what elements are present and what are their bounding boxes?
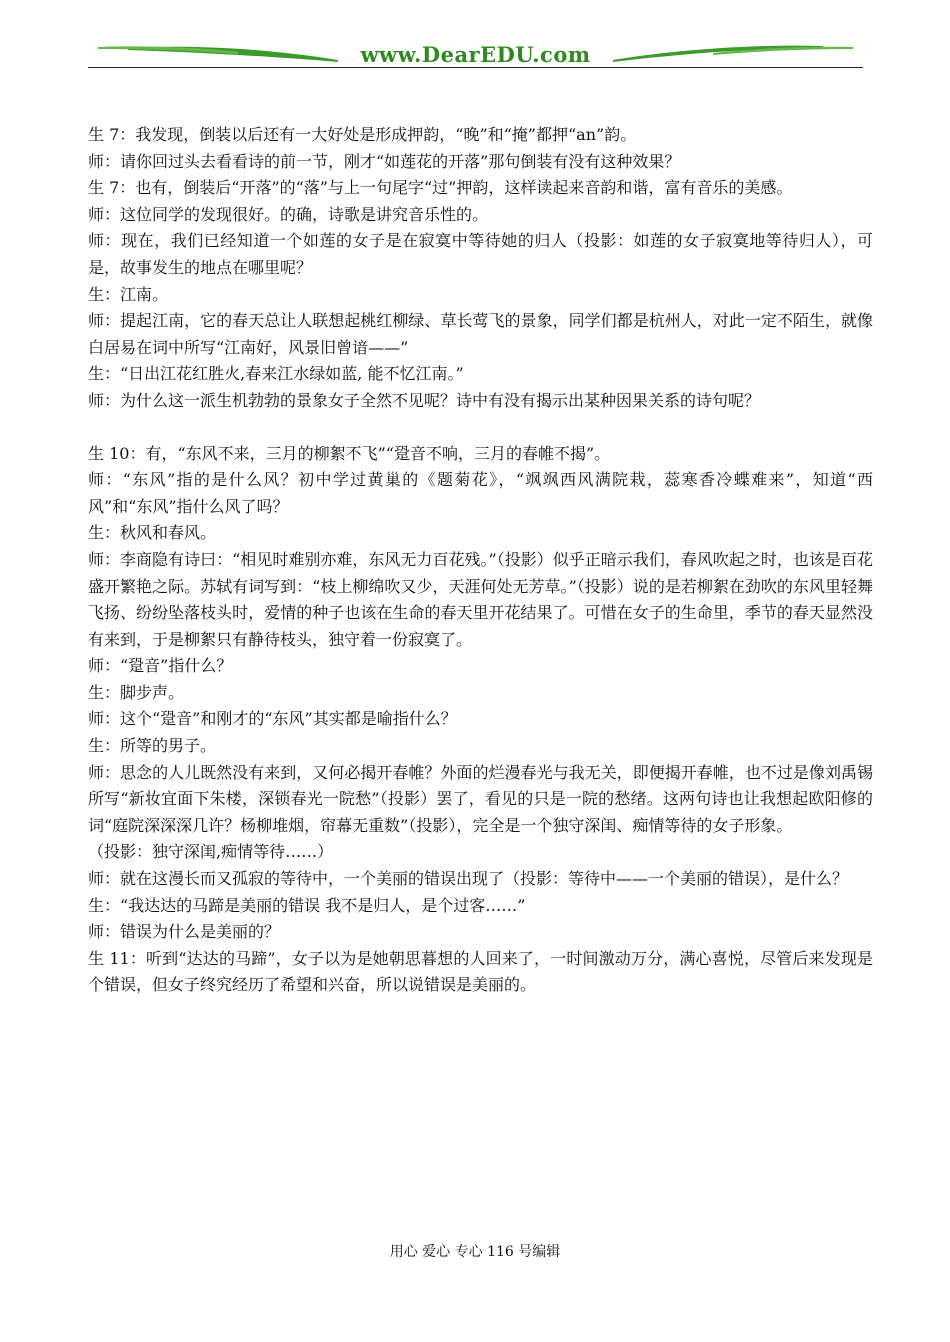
paragraph: 师：“东风”指的是什么风？初中学过黄巢的《题菊花》，“飒飒西风满院栽，蕊寒香冷蝶难来”，知道“西风”和“东风”指什么风了吗？ [88, 470, 873, 516]
header-rule [88, 67, 863, 68]
paragraph: 师：现在，我们已经知道一个如莲的女子是在寂寞中等待她的归人（投影：如莲的女子寂寞地等待归人），可是，故事发生的地点在哪里呢？ [88, 231, 873, 277]
site-logo-text: www.DearEDU.com [360, 42, 591, 67]
paragraph: 师：这位同学的发现很好。的确，诗歌是讲究音乐性的。 [88, 204, 489, 224]
paragraph: 师：思念的人儿既然没有来到，又何必揭开春帷？外面的烂漫春光与我无关，即便揭开春帷，也不过是像刘禹锡所写“新妆宜面下朱楼，深锁春光一院愁”（投影）罢了，看见的只是一院的愁绪。这两句诗也让我想起欧阳修的词“庭院深深深几许？杨柳堆烟，帘幕无重数”（投影），完全是一个独守深闺、痴情等待的女子形象。 [88, 762, 873, 835]
paragraph: 生 7：也有，倒装后“开落”的“落”与上一句尾字“过”押韵，这样读起来音韵和谐，富有音乐的美感。 [88, 178, 793, 198]
paragraph: 师：请你回过头去看看诗的前一节，刚才“如莲花的开落”那句倒装有没有这种效果？ [88, 151, 681, 171]
paragraph: 生：秋风和春风。 [88, 523, 217, 543]
paragraph: 师：错误为什么是美丽的？ [88, 922, 281, 942]
blank-line [88, 415, 873, 441]
paragraph: 师：为什么这一派生机勃勃的景象女子全然不见呢？诗中有没有揭示出某种因果关系的诗句呢？ [88, 390, 761, 410]
paragraph: 师：就在这漫长而又孤寂的等待中，一个美丽的错误出现了（投影：等待中——一个美丽的错误），是什么？ [88, 869, 849, 889]
paragraph: 师：这个“跫音”和刚才的“东风”其实都是喻指什么？ [88, 709, 457, 729]
document-body [88, 122, 873, 999]
paragraph: 生 10：有，“东风不来，三月的柳絮不飞”“跫音不响，三月的春帷不揭”。 [88, 443, 611, 463]
paragraph: （投影：独守深闺,痴情等待……） [88, 842, 334, 862]
paragraph: 生 11：听到“达达的马蹄”，女子以为是她朝思暮想的人回来了，一时间激动万分，满心喜悦，尽管后来发现是个错误，但女子终究经历了希望和兴奋，所以说错误是美丽的。 [88, 948, 873, 995]
paragraph: 师：李商隐有诗曰：“相见时难别亦难，东风无力百花残。”（投影）似乎正暗示我们，春风吹起之时，也该是百花盛开繁艳之际。苏轼有词写到：“枝上柳绵吹又少，天涯何处无芳草。”（投影）说的是若柳絮在劲吹的东风里轻舞飞扬、纷纷坠落枝头时，爱情的种子也该在生命的春天里开花结果了。可惜在女子的生命里，季节的春天显然没有来到，于是柳絮只有静待枝头，独守着一份寂寞了。 [88, 549, 873, 649]
paragraph: 生：所等的男子。 [88, 736, 217, 756]
paragraph: 生：“日出江花红胜火,春来江水绿如蓝, 能不忆江南。” [88, 364, 464, 384]
paragraph: 生：“我达达的马蹄是美丽的错误 我不是归人，是个过客……” [88, 895, 526, 915]
paragraph: 生：脚步声。 [88, 682, 185, 702]
page-footer: 用心 爱心 专心 116 号编辑 [389, 1244, 561, 1260]
page-header [88, 38, 863, 70]
paragraph: 师：“跫音”指什么？ [88, 656, 233, 676]
paragraph: 生 7：我发现，倒装以后还有一大好处是形成押韵，“晚”和“掩”都押“an”韵。 [88, 125, 637, 144]
paragraph: 师：提起江南，它的春天总让人联想起桃红柳绿、草长莺飞的景象，同学们都是杭州人，对此一定不陌生，就像白居易在词中所写“江南好，风景旧曾谙——” [88, 311, 873, 357]
paragraph: 生：江南。 [88, 284, 169, 304]
